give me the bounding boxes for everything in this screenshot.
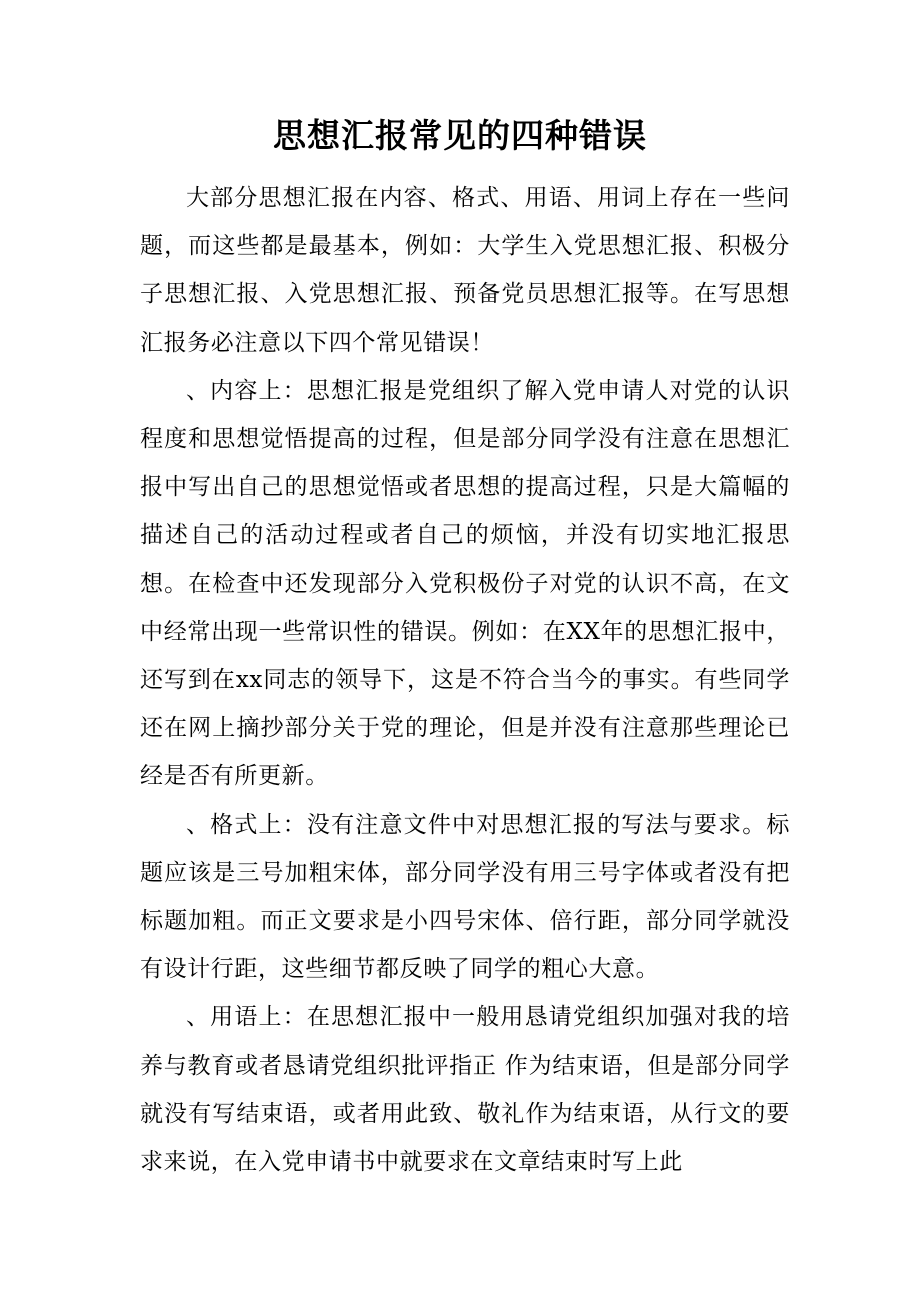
paragraph-wording: 、用语上：在思想汇报中一般用恳请党组织加强对我的培养与教育或者恳请党组织批评指正 作为结束语，但是部分同学就没有写结束语，或者用此致、敬礼作为结束语，从行文的要求来说，在入党申请书中就要求在文章结束时写上此 <box>140 1004 790 1176</box>
document-title: 思想汇报常见的四种错误 <box>273 116 647 155</box>
paragraph-intro: 大部分思想汇报在内容、格式、用语、用词上存在一些问题，而这些都是最基本，例如：大学生入党思想汇报、积极分子思想汇报、入党思想汇报、预备党员思想汇报等。在写思想汇报务必注意以下四个常见错误！ <box>140 185 790 356</box>
document-body <box>140 174 790 1186</box>
paragraph-format: 、格式上：没有注意文件中对思想汇报的写法与要求。标题应该是三号加粗宋体，部分同学没有用三号字体或者没有把标题加粗。而正文要求是小四号宋体、倍行距，部分同学就没有设计行距，这些细节都反映了同学的粗心大意。 <box>140 811 790 983</box>
paragraph-content: 、内容上：思想汇报是党组织了解入党申请人对党的认识程度和思想觉悟提高的过程，但是部分同学没有注意在思想汇报中写出自己的思想觉悟或者思想的提高过程，只是大篇幅的描述自己的活动过程或者自己的烦恼，并没有切实地汇报思想。在检查中还发现部分入党积极份子对党的认识不高，在文中经常出现一些常识性的错误。例如：在XX年的思想汇报中，还写到在xx同志的领导下，这是不符合当今的事实。有些同学还在网上摘抄部分关于党的理论，但是并没有注意那些理论已经是否有所更新。 <box>140 377 790 790</box>
